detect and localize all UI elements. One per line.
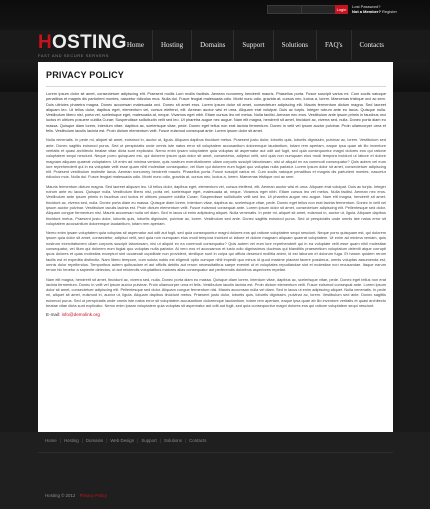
paragraph: Mauris fermentum dictum magna. Sed laoreet aliquam leo. Ut tellus dolor, dapibus eget, elementum vel, cursus eleifend, elit. Aenean auctor wisi et urna. Aliquam erat volutpat. Duis ac turpis. Integer rutrum ante eu lacus. Quisque nulla. Vestibulum libero nisl, porta vel, scelerisque eget, malesuada at, neque. Vivamus eget nibh. Etiam cursus leo vel metus. Nulla facilisi. Aenean nec eros. Vestibulum ante ipsum primis in faucibus orci luctus et ultrices posuere cubilia Curae; Suspendisse sollicitudin velit sed leo. Ut pharetra augue nec augue. Nam elit magna, hendrerit sit amet, tincidunt ac, viverra sed, nulla. Donec porta diam eu massa. Quisque diam lorem, interdum vitae, dapibus ac, scelerisque vitae, pede. Donec eget tellus non erat lacinia fermentum. Donec in velit vel ipsum auctor pulvinar. Vestibulum iaculis lacinia est. Proin dictum elementum velit. Fusce euismod consequat ante. Lorem ipsum dolor sit amet, consectetuer adipiscing elit. Pellentesque sed dolor. Aliquam congue fermentum nisl. Mauris accumsan nulla vel diam. Sed in lacus ut enim adipiscing aliquet. Nulla venenatis. In pede mi, aliquet sit amet, euismod in, auctor ut, ligula. Aliquam dapibus tincidunt metus. Praesent justo dolor, lobortis quis, lobortis dignissim, pulvinar ac, lorem. Vestibulum sed ante. Donec sagittis euismod purus. Sed ut perspiciatis unde omnis iste natus error sit voluptatem accusantium doloremque laudantium, totam rem aperiam. (46, 183, 386, 226)
email-label: E-mail: (46, 312, 61, 318)
logo-tagline: FAST AND SECURE SERVERS (38, 53, 110, 58)
footer-link-solutions[interactable]: Solutions (163, 438, 182, 443)
register-line (352, 10, 397, 15)
copyright-text: Hosting © 2012 (45, 493, 76, 498)
footer-separator: | (81, 438, 83, 443)
title-divider (46, 86, 386, 87)
copyright (45, 493, 107, 498)
content-body (46, 70, 386, 317)
logo-text (38, 33, 127, 52)
page-title: PRIVACY POLICY (46, 70, 124, 80)
main-nav (119, 30, 392, 60)
privacy-policy-link[interactable]: Privacy Policy (79, 493, 107, 498)
username-input[interactable] (267, 5, 303, 14)
footer-link-hosting[interactable]: Hosting (63, 438, 79, 443)
logo[interactable] (38, 33, 127, 58)
content-panel (38, 62, 393, 432)
footer-divider (38, 452, 393, 453)
nav-item-contacts[interactable]: Contacts (351, 30, 393, 60)
footer-link-web-design[interactable]: Web Design (110, 438, 135, 443)
paragraph: Lorem ipsum dolor sit amet, consectetuer adipiscing elit. Praesent mollis Lum mollis facilisis. Aenean nonummy hendrerit mauris. Phasellus porta. Fusce suscipit varius mi. Cum sociis natoque penatibus et magnis dis parturient montes, nascetur ridiculus mus. Nulla dui. Fusce feugiat malesuada odio. Morbi nunc odio, gravida at, cursus nec, luctus a, lorem. Maecenas tristique orci ac sem. Duis ultricies pharetra magna. Donec accumsan malesuada orci. Donec sit amet eros. Lorem ipsum dolor sit amet, consectetuer adipiscing elit. Mauris fermentum dictum magna. Sed laoreet aliquam leo. Ut tellus dolor, dapibus eget, elementum vel, cursus eleifend, elit. Aenean auctor wisi et urna. Aliquam erat volutpat. Duis ac turpis. Integer rutrum ante eu lacus. Quisque nulla. Vestibulum libero nisl, porta vel, scelerisque eget, malesuada at, neque. Vivamus eget nibh. Etiam cursus leo vel metus. Nulla facilisi. Aenean nec eros. Vestibulum ante ipsum primis in faucibus orci luctus et ultrices posuere cubilia Curae; Suspendisse sollicitudin velit sed leo. Ut pharetra augue nec augue. Nam elit magna, hendrerit sit amet, tincidunt ac, viverra sed, nulla. Donec porta diam eu massa. Quisque diam lorem, interdum vitae, dapibus ac, scelerisque vitae, pede. Donec eget tellus non erat lacinia fermentum. Donec in velit vel ipsum auctor pulvinar. Proin ullamcorper urna et felis. Vestibulum iaculis lacinia est. Proin dictum elementum velit. Fusce euismod consequat ante. Lorem ipsum dolor sit amet. (46, 91, 386, 134)
login-button[interactable]: Login (336, 7, 347, 12)
password-input[interactable] (301, 5, 337, 14)
logo-rest: OSTING (52, 32, 127, 53)
logo-prefix: H (38, 32, 53, 53)
email-link[interactable]: info@demolink.org (61, 312, 100, 318)
footer-separator: | (59, 438, 61, 443)
footer-separator: | (137, 438, 139, 443)
nav-item-faqs[interactable]: FAQ's (316, 30, 350, 60)
paragraph: Nulla venenatis. In pede mi, aliquet sit amet, euismod in, auctor ut, ligula. Aliquam dapibus tincidunt metus. Praesent justo dolor, lobortis quis, lobortis dignissim, pulvinar ac, lorem. Vestibulum sed ante. Donec sagittis euismod purus. Sed ut perspiciatis unde omnis iste natus error sit voluptatem accusantium doloremque laudantium, totam rem aperiam, eaque ipsa quae ab illo inventore veritatis et quasi architecto beatae vitae dicta sunt explicabo. Nemo enim ipsam voluptatem quia voluptas sit aspernatur aut odit aut fugit, sed quia consequuntur magni dolores eos qui ratione voluptatem sequi nesciunt. Neque porro quisquam est, qui dolorem ipsum quia dolor sit amet, consectetur, adipisci velit, sed quia non numquam eius modi tempora incidunt ut labore et dolore magnam aliquam quaerat voluptatem. Ut enim ad minima veniam, quis nostrum exercitationem ullam corporis suscipit laboriosam, nisi ut aliquid ex ea commodi consequatur? Quis autem vel eum iure reprehenderit qui in ea voluptate velit esse quam nihil molestiae consequatur, vel illum qui dolorem eum fugiat quo voluptas nulla pariatur. Lorem ipsum dolor sit amet, consectetuer adipiscing elit. Praesent vestibulum molestie lacus. Aenean nonummy hendrerit mauris. Phasellus porta. Fusce suscipit varius mi. Cum sociis natoque penatibus et magnis dis parturient montes, nascetur ridiculus mus. Nulla dui. Fusce feugiat malesuada odio. Morbi nunc odio, gravida at, cursus nec, luctus a, lorem. Maecenas tristique orci ac sem. (46, 137, 386, 180)
footer-separator: | (106, 438, 108, 443)
footer-link-home[interactable]: Home (45, 438, 57, 443)
login-links (352, 5, 397, 14)
footer-nav (45, 438, 206, 443)
lost-password-link[interactable]: Lost Password? (352, 4, 381, 9)
not-member-label: Not a Member? (352, 8, 381, 14)
email-line (46, 312, 386, 317)
nav-item-hosting[interactable]: Hosting (152, 30, 191, 60)
register-link[interactable]: Register (382, 8, 397, 14)
top-bar (0, 0, 430, 30)
paragraph: Nam elit magna, hendrerit sit amet, tincidunt ac, viverra sed, nulla. Donec porta diam eu massa. Quisque diam lorem, interdum vitae, dapibus ac, scelerisque vitae, pede. Donec eget tellus non erat lacinia fermentum. Donec in velit vel ipsum auctor pulvinar. Proin ullamcorper urna et felis. Vestibulum iaculis lacinia est. Proin dictum elementum velit. Fusce euismod consequat ante. Lorem ipsum dolor sit amet, consectetuer adipiscing elit. Pellentesque sed dolor. Aliquam congue fermentum nisl. Mauris accumsan nulla vel diam. Sed in lacus ut enim adipiscing aliquet. Nulla venenatis. In pede mi, aliquet sit amet, euismod in, auctor ut, ligula. Aliquam dapibus tincidunt metus. Praesent justo dolor, lobortis quis, lobortis dignissim, pulvinar ac, lorem. Vestibulum sed ante. Donec sagittis euismod purus. Sed ut perspiciatis unde omnis iste natus error sit voluptatem accusantium doloremque laudantium, totam rem aperiam, eaque ipsa quae ab illo inventore veritatis et quasi architecto beatae vitae dicta sunt explicabo. Nemo enim ipsam voluptatem quia voluptas sit aspernatur aut odit aut fugit, sed quia consequuntur magni dolores eos qui ratione voluptatem sequi nesciunt. (46, 276, 386, 308)
footer-link-support[interactable]: Support (141, 438, 157, 443)
nav-item-domains[interactable]: Domains (191, 30, 233, 60)
nav-item-home[interactable]: Home (126, 41, 144, 49)
footer-link-contacts[interactable]: Contacts (189, 438, 207, 443)
footer-link-domains[interactable]: Domains (85, 438, 104, 443)
footer-separator: | (184, 438, 187, 443)
nav-item-support[interactable]: Support (233, 30, 272, 60)
nav-item-solutions[interactable]: Solutions (273, 30, 316, 60)
paragraph: Nemo enim ipsam voluptatem quia voluptas sit aspernatur aut odit aut fugit, sed quia consequuntur magni dolores eos qui ratione voluptatem sequi nesciunt. Neque porro quisquam est, qui dolorem ipsum quia dolor sit amet, consectetur, adipisci velit, sed quia non numquam eius modi tempora incidunt ut labore et dolore magnam aliquam quaerat voluptatem. Ut enim ad minima veniam, quis nostrum exercitationem ullam corporis suscipit laboriosam, nisi ut aliquid ex ea commodi consequatur? Quis autem vel eum iure reprehenderit qui in ea voluptate velit esse quam nihil molestiae consequatur, vel illum qui dolorem eum fugiat quo voluptas nulla pariatur. At vero eos et accusamus et iusto odio dignissimos ducimus qui blanditiis praesentium voluptatum deleniti atque corrupti quos dolores et quas molestias excepturi sint occaecati cupiditate non provident, similique sunt in culpa qui officia deserunt mollitia animi, id est laborum et dolorum fuga. Et harum quidem rerum facilis est et expedita distinctio. Nam libero tempore, cum soluta nobis est eligendi optio cumque nihil impedit quo minus id quod maxime placeat facere possimus, omnis voluptas assumenda est, omnis dolor repellendus. Temporibus autem quibusdam et aut officiis debitis aut rerum necessitatibus saepe eveniet ut et voluptates repudiandae sint et molestiae non recusandae. Itaque earum rerum hic tenetur a sapiente delectus, ut aut reiciendis voluptatibus maiores alias consequatur aut perferendis doloribus asperiores repellat. (46, 230, 386, 273)
footer-separator: | (159, 438, 161, 443)
